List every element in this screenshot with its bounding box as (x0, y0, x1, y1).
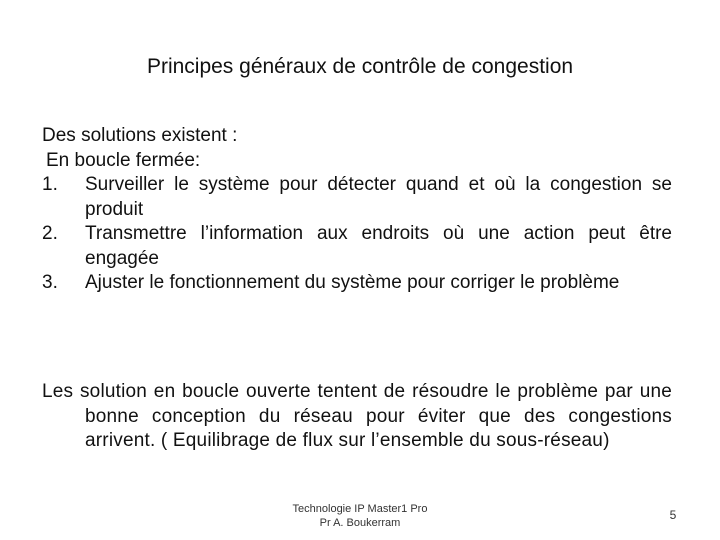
slide-title: Principes généraux de contrôle de congestion (146, 55, 574, 78)
slide-body (42, 124, 672, 296)
steps-list (42, 173, 672, 296)
list-item (42, 173, 672, 222)
open-loop-paragraph: Les solution en boucle ouverte tentent de résoudre le problème par une bonne conception du réseau pour éviter que des congestions arrivent. ( Equilibrage de flux sur l’ensemble du sous-réseau) (42, 381, 672, 451)
list-item (42, 222, 672, 271)
list-item (42, 271, 672, 296)
slide-footer (260, 502, 460, 530)
list-item-number: 3. (42, 272, 58, 293)
page-number: 5 (669, 508, 677, 522)
list-item-number: 2. (42, 223, 58, 244)
list-item-text: Transmettre l’information aux endroits où une action peut être engagée (85, 223, 672, 269)
footer-author: Pr A. Boukerram (319, 517, 401, 529)
list-item-text: Ajuster le fonctionnement du système pour corriger le problème (85, 272, 620, 293)
closed-loop-heading: En boucle fermée: (46, 149, 201, 171)
list-item-text: Surveiller le système pour détecter quand et où la congestion se produit (85, 174, 672, 220)
footer-course: Technologie IP Master1 Pro (292, 503, 428, 515)
list-item-number: 1. (42, 174, 58, 195)
intro-text: Des solutions existent : (42, 125, 238, 146)
